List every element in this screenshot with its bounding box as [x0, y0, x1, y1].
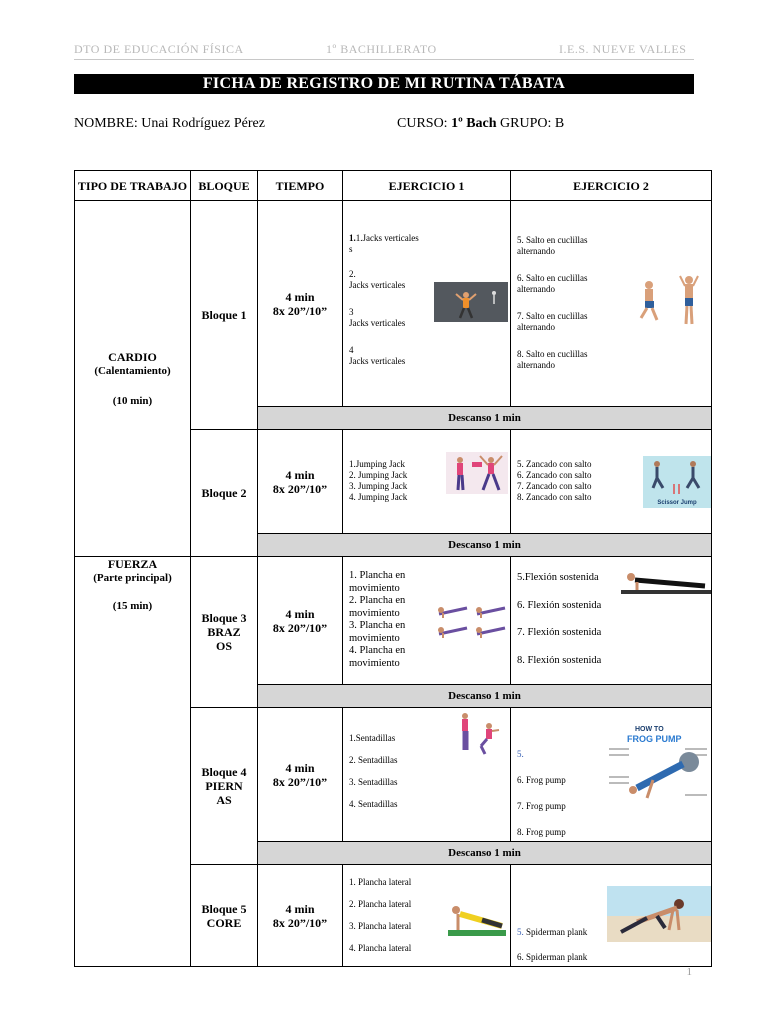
block-2-ex2-list [517, 459, 591, 503]
block-3-ex2-list [517, 572, 601, 667]
block-1-ex2-list [517, 235, 607, 371]
list-item: 5.Flexión sostenida [517, 572, 599, 583]
student-name: Unai Rodríguez Pérez [141, 116, 265, 131]
time-duration: 4 min [285, 760, 315, 775]
list-item: 6. Flexión sostenida [517, 599, 602, 611]
cardio-name: CARDIO [108, 349, 157, 364]
student-course-row [397, 116, 564, 132]
list-item: 7. Frog pump [517, 801, 566, 811]
time-duration: 4 min [285, 467, 315, 482]
list-item: 4. Sentadillas [349, 799, 398, 809]
header-rule [74, 59, 694, 60]
block-5-ex1-list [349, 877, 411, 954]
list-item: 1. Plancha lateral [349, 877, 412, 887]
list-item: 4 [349, 345, 354, 355]
table-col-line [510, 864, 511, 967]
list-item: 1.Jumping Jack [349, 459, 405, 469]
list-item: 3. Sentadillas [349, 777, 398, 787]
side-plank-image [446, 900, 508, 938]
table-border-bottom [74, 966, 712, 967]
block-1-ex1-list [349, 233, 419, 367]
plank-walk-image [435, 600, 509, 640]
list-item: 8. Frog pump [517, 827, 566, 837]
list-item: 8. Zancado con salto [517, 492, 592, 502]
block-4-name: Bloque 4 [201, 765, 247, 779]
block-4-ex2-list [517, 749, 566, 838]
squat-jump-image [633, 274, 711, 330]
time-intervals: 8x 20”/10” [272, 774, 328, 789]
frog-pump-caption-top: HOW TO [635, 726, 664, 733]
fuerza-cell [75, 557, 190, 613]
list-item: 8. Flexión sostenida [517, 654, 602, 666]
list-item: 3. Plancha lateral [349, 921, 412, 931]
block-5-focus: CORE [206, 915, 242, 930]
table-col-line [342, 707, 343, 841]
list-item: 4. Jumping Jack [349, 492, 408, 502]
block-2-ex1-list [349, 459, 407, 503]
list-item: 2. [349, 269, 356, 279]
time-duration: 4 min [285, 289, 315, 304]
block-3-ex1-list [349, 570, 423, 670]
block-3-label [191, 557, 257, 707]
table-col-line [510, 170, 511, 406]
student-name-row [74, 116, 265, 132]
time-cell-5 [258, 865, 342, 966]
list-item: 7. Salto en cuclillas alternando [517, 311, 588, 332]
table-border-right [711, 170, 712, 967]
fuerza-sub: (Parte principal) [93, 572, 172, 584]
table-col-line [342, 864, 343, 967]
list-item: 5. Salto en cuclillas alternando [517, 235, 588, 256]
rest-row-1: Descanso 1 min [448, 412, 521, 424]
time-cell-2 [258, 430, 342, 533]
fuerza-name: FUERZA [107, 557, 158, 571]
block-5-ex2-list [517, 927, 587, 963]
page-number: 1 [686, 966, 692, 978]
list-item: Jacks verticales [349, 318, 406, 328]
list-item: 2. Plancha en movimiento [349, 595, 406, 619]
list-item: 3. Plancha en movimiento [349, 620, 406, 644]
block-3-focus: BRAZOS [207, 625, 241, 653]
list-item-text: Spiderman plank [526, 927, 588, 937]
list-item: 5. [517, 749, 524, 759]
header-tiempo: TIEMPO [275, 178, 325, 193]
list-item: 5. Zancado con salto [517, 459, 592, 469]
list-item: 4. Plancha en movimiento [349, 645, 406, 669]
table-col-line [342, 170, 343, 406]
time-intervals: 8x 20”/10” [272, 303, 328, 318]
squat-image [455, 710, 501, 758]
list-item: 1. Plancha en movimiento [349, 570, 406, 594]
time-intervals: 8x 20”/10” [272, 481, 328, 496]
list-item: Jacks verticales [349, 356, 406, 366]
scissor-jump-caption: Scissor Jump [657, 500, 697, 506]
list-item: 5. Spiderman plank [517, 927, 588, 937]
time-duration: 4 min [285, 606, 315, 621]
time-cell-1 [258, 201, 342, 406]
time-cell-4 [258, 708, 342, 841]
list-item: 3 [349, 307, 354, 317]
list-item: 1.1.Jacks verticales [349, 233, 419, 243]
table-col-line [510, 556, 511, 684]
list-item: 3. Jumping Jack [349, 481, 408, 491]
cardio-sub: (Calentamiento) [94, 364, 171, 377]
header-department: DTO DE EDUCACIÓN FÍSICA [74, 42, 244, 56]
header-school: I.E.S. NUEVE VALLES [559, 42, 687, 56]
list-item: 7. Flexión sostenida [517, 627, 602, 638]
table-col-line [342, 556, 343, 684]
list-item: 1.Sentadillas [349, 733, 396, 743]
header-ejercicio-2: EJERCICIO 2 [573, 178, 649, 193]
block-5-name: Bloque 5 [201, 901, 247, 916]
jacks-image [434, 282, 508, 322]
cardio-cell [75, 201, 190, 556]
block-3-name: Bloque 3 [201, 611, 247, 625]
time-cell-3 [258, 557, 342, 684]
header-tipo: TIPO DE TRABAJO [77, 178, 188, 193]
block-1-label: Bloque 1 [201, 308, 247, 322]
time-intervals: 8x 20”/10” [272, 620, 328, 635]
list-item: 7. Zancado con salto [517, 481, 592, 491]
table-col-line [510, 707, 511, 841]
header-ejercicio-1: EJERCICIO 1 [388, 178, 465, 193]
frog-pump-caption-main: FROG PUMP [627, 734, 682, 744]
list-item: 8. Salto en cuclillas alternando [517, 349, 588, 370]
list-item: s [349, 244, 353, 254]
spiderman-plank-image [607, 886, 711, 942]
group-label: GRUPO: [500, 116, 552, 131]
header-course: 1º BACHILLERATO [326, 42, 437, 56]
list-item: 6. Zancado con salto [517, 470, 592, 480]
name-label: NOMBRE: [74, 116, 138, 131]
table-col-line [342, 429, 343, 533]
block-4-label [191, 708, 257, 864]
jumping-jack-image [446, 452, 508, 494]
document-title: FICHA DE REGISTRO DE MI RUTINA TÁBATA [74, 74, 694, 94]
list-item: 6. Spiderman plank [517, 952, 588, 962]
block-2-label: Bloque 2 [201, 486, 247, 500]
rest-row-3: Descanso 1 min [448, 690, 521, 702]
fuerza-duration: (15 min) [112, 600, 153, 612]
table-col-line [510, 429, 511, 533]
scissor-jump-image [643, 456, 711, 508]
list-item: 6. Salto en cuclillas alternando [517, 273, 588, 294]
list-item: 2. Sentadillas [349, 755, 398, 765]
rest-row-2: Descanso 1 min [448, 539, 521, 551]
list-item: 6. Frog pump [517, 775, 566, 785]
time-intervals: 8x 20”/10” [272, 915, 328, 930]
student-group: B [554, 116, 565, 131]
block-4-ex1-list [349, 733, 398, 810]
header-bloque: BLOQUE [198, 178, 250, 193]
rest-row-4: Descanso 1 min [448, 847, 521, 859]
cardio-duration: (10 min) [112, 394, 153, 407]
time-duration: 4 min [285, 901, 315, 916]
frog-pump-image [607, 724, 711, 812]
list-item: 2. Plancha lateral [349, 899, 412, 909]
list-item: 2. Jumping Jack [349, 470, 408, 480]
block-4-focus: PIERNAS [205, 779, 243, 807]
list-item: Jacks verticales [349, 280, 406, 290]
list-item: 4. Plancha lateral [349, 943, 412, 953]
block-5-label [191, 865, 257, 966]
course-label: CURSO: [397, 116, 448, 131]
student-course: 1º Bach [451, 116, 497, 131]
push-up-hold-image [621, 558, 711, 598]
